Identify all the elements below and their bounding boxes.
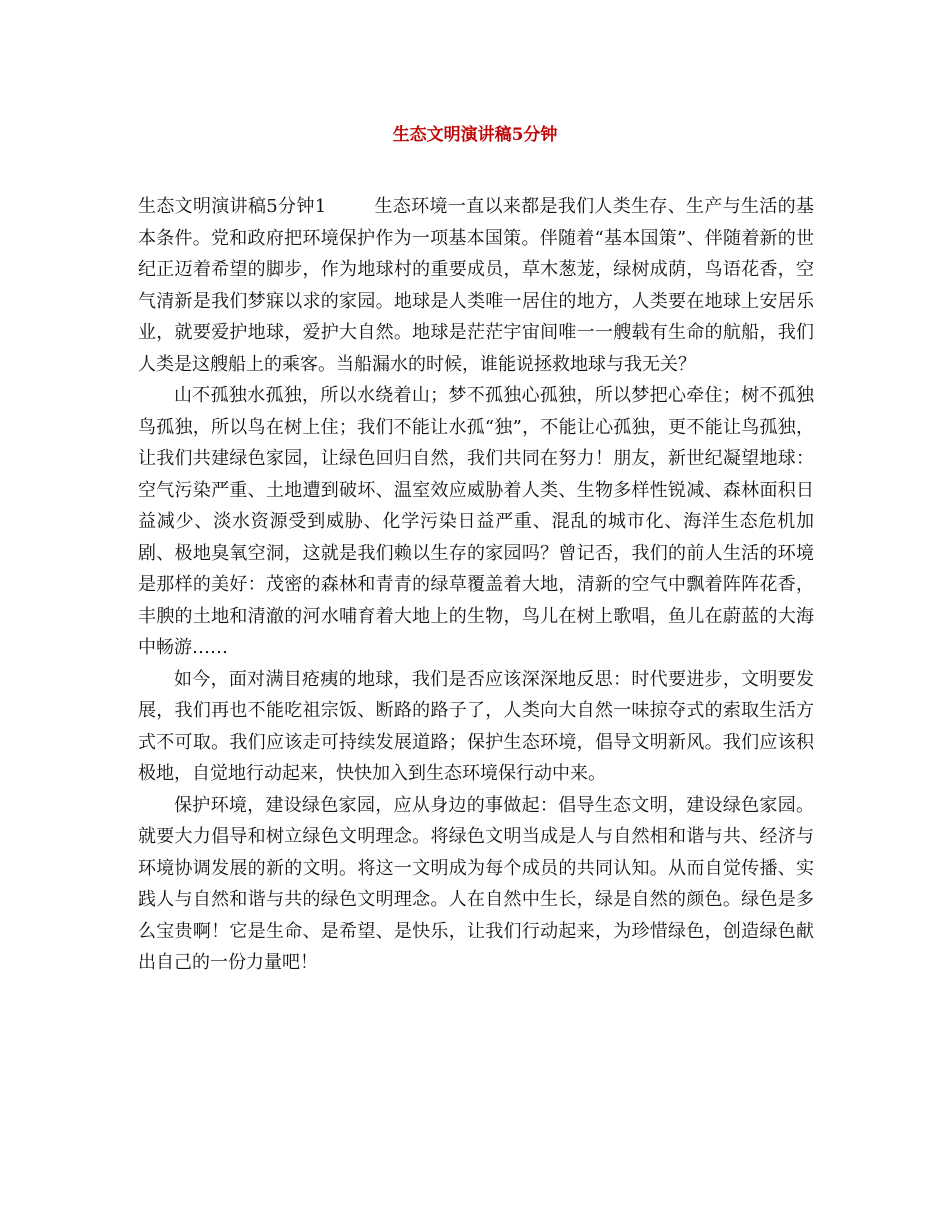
document-title: 生态文明演讲稿5分钟 (392, 125, 558, 145)
paragraph-1 (138, 191, 814, 380)
lead-label: 生态文明演讲稿5分钟1 (138, 196, 327, 217)
paragraph-3: 如今，面对满目疮痍的地球，我们是否应该深深地反思：时代要进步，文明要发展，我们再也不能吃祖宗饭、断路的路子了，人类向大自然一味掠夺式的索取生活方式不可取。我们应该走可持续发展道路；保护生态环境，倡导文明新风。我们应该积极地，自觉地行动起来，快快加入到生态环境保行动中来。 (138, 668, 814, 784)
paragraph-2: 山不孤独水孤独，所以水绕着山；梦不孤独心孤独，所以梦把心牵住；树不孤独鸟孤独，所以鸟在树上住；我们不能让水孤“独”，不能让心孤独，更不能让鸟孤独，让我们共建绿色家园，让绿色回归自然，我们共同在努力！朋友，新世纪凝望地球：空气污染严重、土地遭到破坏、温室效应威胁着人类、生物多样性锐减、森林面积日益减少、淡水资源受到威胁、化学污染日益严重、混乱的城市化、海洋生态危机加剧、极地臭氧空洞，这就是我们赖以生存的家园吗？曾记否，我们的前人生活的环境是那样的美好：茂密的森林和青青的绿草覆盖着大地，清新的空气中飘着阵阵花香，丰腴的土地和清澈的河水哺育着大地上的生物，鸟儿在树上歌唱，鱼儿在蔚蓝的大海中畅游…… (138, 385, 814, 658)
document-body (138, 191, 814, 979)
lead-gap (326, 196, 374, 217)
paragraph-1-text: 生态环境一直以来都是我们人类生存、生产与生活的基本条件。党和政府把环境保护作为一项基本国策。伴随着“基本国策”、伴随着新的世纪正迈着希望的脚步，作为地球村的重要成员，草木葱茏，绿树成荫，鸟语花香，空气清新是我们梦寐以求的家园。地球是人类唯一居住的地方，人类要在地球上安居乐业，就要爱护地球，爱护大自然。地球是茫茫宇宙间唯一一艘载有生命的航船，我们人类是这艘船上的乘客。当船漏水的时候，谁能说拯救地球与我无关？ (138, 196, 814, 375)
paragraph-4: 保护环境，建设绿色家园，应从身边的事做起：倡导生态文明，建设绿色家园。就要大力倡导和树立绿色文明理念。将绿色文明当成是人与自然相和谐与共、经济与环境协调发展的新的文明。将这一文明成为每个成员的共同认知。从而自觉传播、实践人与自然和谐与共的绿色文明理念。人在自然中生长，绿是自然的颜色。绿色是多么宝贵啊！它是生命、是希望、是快乐，让我们行动起来，为珍惜绿色，创造绿色献出自己的一份力量吧！ (138, 794, 814, 973)
